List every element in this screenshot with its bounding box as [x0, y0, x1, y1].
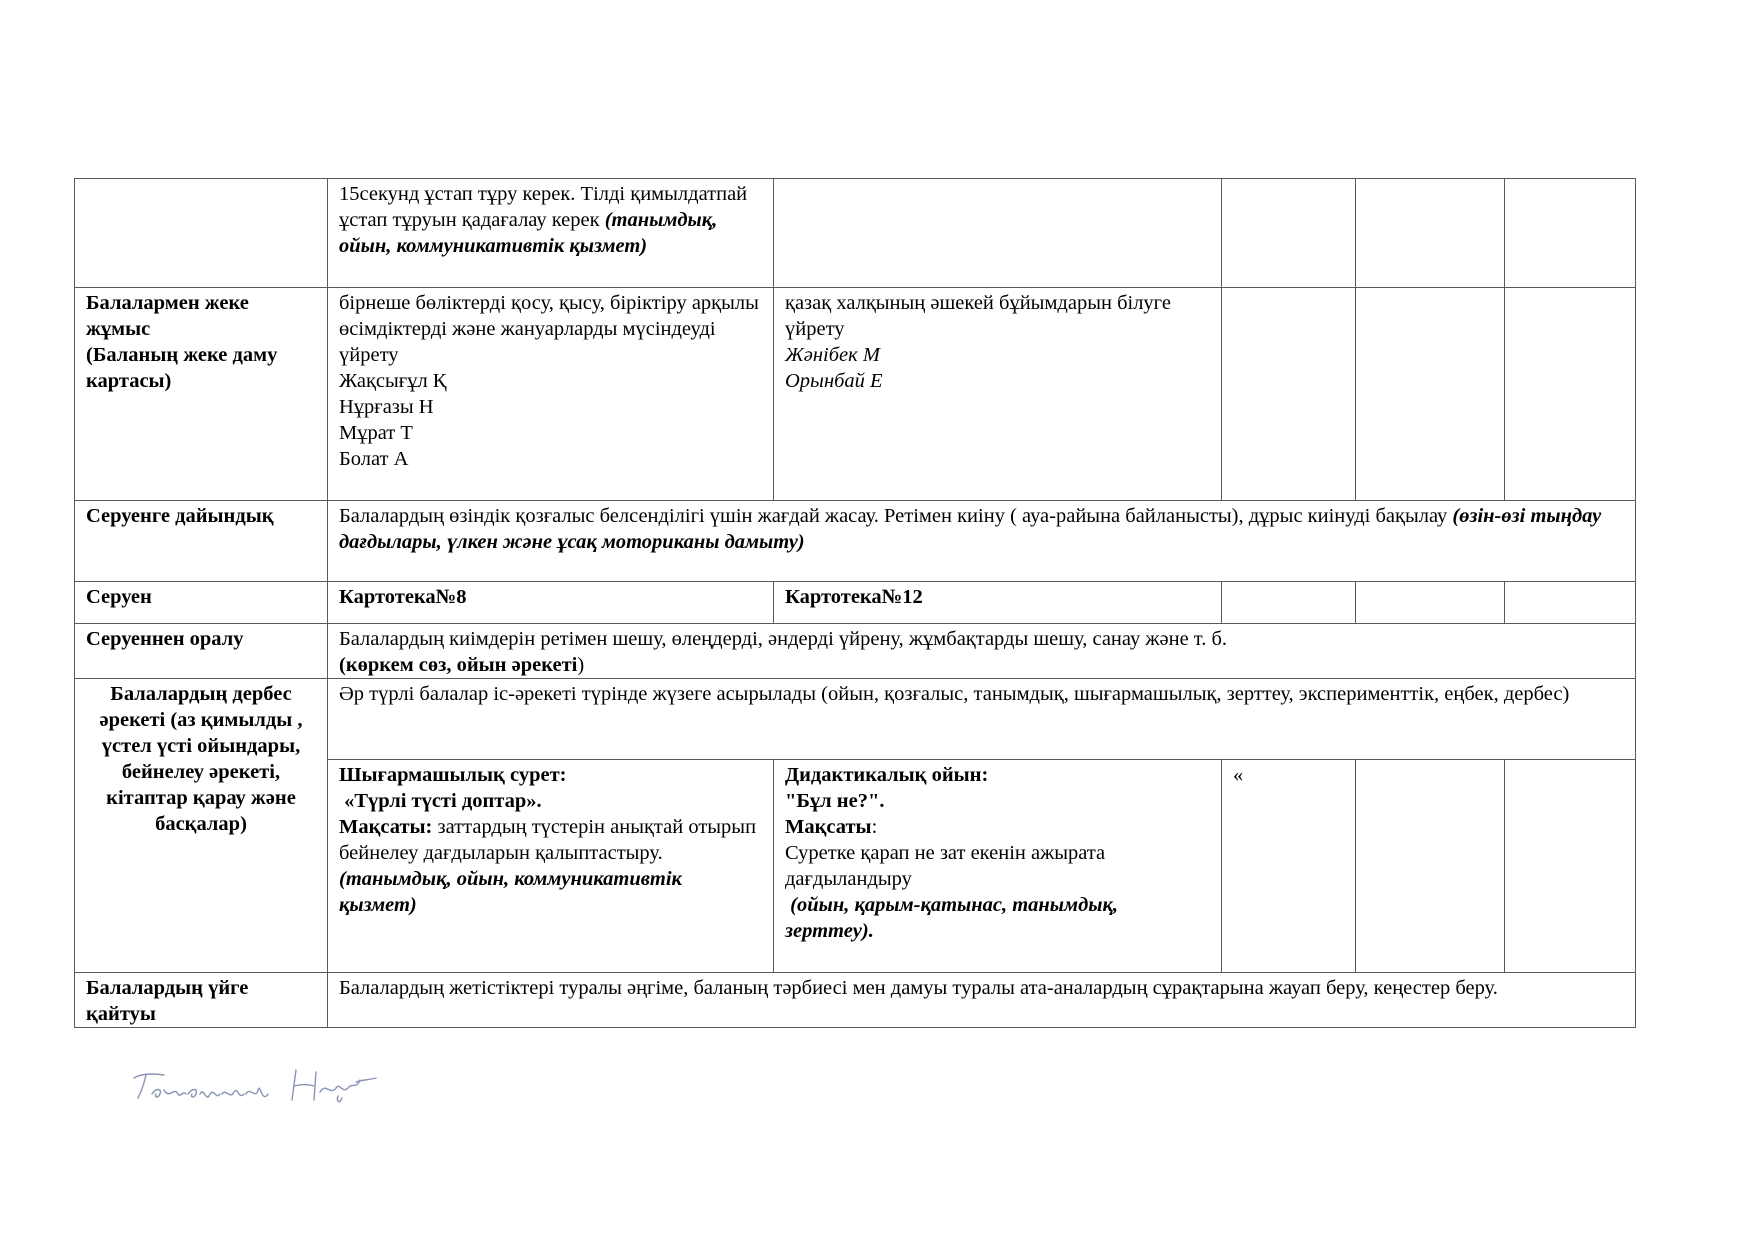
- row-label-walk: Серуен: [75, 582, 328, 624]
- walk-return-tag-close: ): [577, 654, 585, 676]
- table-row-walk-preparation: [75, 501, 1636, 582]
- individual-task-2: қазақ халқының әшекей бұйымдарын білуге үйрету: [785, 292, 1171, 340]
- signature-stroke: [188, 1090, 196, 1098]
- signature-stroke: [246, 1088, 268, 1096]
- independent-activity-overview: Әр түрлі балалар іс-әрекеті түрінде жүзеге асырылады (ойын, қозғалыс, танымдық, шығармашылық, зерттеу, эксперименттік, еңбек, дербес): [328, 679, 1636, 760]
- going-home-cell: Балалардың жетістіктері туралы әңгіме, баланың тәрбиесі мен дамуы туралы ата-аналардың сұрақтарына жауап беру, кеңестер беру.: [328, 973, 1636, 1028]
- row-label-independent-activity: Балалардың дербес әрекеті (аз қимылды , үстел үсті ойындары, бейнелеу әрекеті, кітаптар қарау және басқалар): [75, 679, 328, 973]
- empty-cell: [1505, 179, 1636, 288]
- walk-card-2: Картотека№12: [774, 582, 1222, 624]
- signature-stroke: [152, 1090, 160, 1098]
- activity-cell-2: [774, 760, 1222, 973]
- empty-cell: [1222, 288, 1356, 501]
- walk-preparation-tag: (өзін-өзі тыңдау дағдылары, үлкен және ұсақ моториканы дамыту): [339, 505, 1602, 553]
- walk-card-1: Картотека№8: [328, 582, 774, 624]
- activity-cell-3: «: [1222, 760, 1356, 973]
- child-name: Нұрғазы Н: [339, 396, 434, 418]
- individual-work-label: Балалармен жеке жұмыс: [86, 292, 249, 340]
- empty-cell: [1505, 760, 1636, 973]
- activity-2-goal: Суретке қарап не зат екенін ажырата дағдыландыру: [785, 842, 1106, 890]
- empty-cell: [1356, 760, 1505, 973]
- row-label-walk-return: Серуеннен оралу: [75, 624, 328, 679]
- activity-1-subtitle: «Түрлі түсті доптар».: [339, 790, 542, 812]
- table-row-individual-work: [75, 288, 1636, 501]
- signature-stroke: [200, 1092, 220, 1097]
- daily-plan-table: [74, 178, 1636, 1028]
- empty-cell: [774, 179, 1222, 288]
- empty-cell: [1222, 179, 1356, 288]
- child-name: Болат А: [339, 448, 409, 470]
- handwritten-signature: [130, 1060, 390, 1120]
- activity-2-subtitle: "Бұл не?".: [785, 790, 885, 812]
- continuation-text: 15секунд ұстап тұру керек. Тілді қимылдатпай ұстап тұруын қадағалау керек: [339, 183, 748, 231]
- individual-work-cell-2: [774, 288, 1222, 501]
- activity-cell-1: [328, 760, 774, 973]
- signature-stroke: [320, 1080, 360, 1092]
- empty-cell: [1356, 179, 1505, 288]
- signature-stroke: [138, 1075, 146, 1098]
- table-row-independent-activity: [75, 679, 1636, 760]
- row-label-individual-work: [75, 288, 328, 501]
- empty-cell: [1222, 582, 1356, 624]
- signature-stroke: [222, 1090, 244, 1095]
- child-name: Жақсығұл Қ: [339, 370, 447, 392]
- activity-1-title: Шығармашылық сурет:: [339, 764, 567, 786]
- empty-cell: [1356, 288, 1505, 501]
- table-row-walk: [75, 582, 1636, 624]
- table-row-going-home: [75, 973, 1636, 1028]
- continuation-tag: (танымдық, ойын, коммуникативтік қызмет): [339, 209, 718, 257]
- walk-preparation-cell: [328, 501, 1636, 582]
- activity-1-tag: (танымдық, ойын, коммуникативтік қызмет): [339, 868, 682, 916]
- walk-return-tag: (көркем сөз, ойын әрекеті: [339, 654, 578, 676]
- individual-task-1: бірнеше бөліктерді қосу, қысу, біріктіру арқылы өсімдіктерді және жануарларды мүсіндеуді үйрету: [339, 292, 759, 366]
- walk-return-text: Балалардың киімдерін ретімен шешу, өлеңдерді, әндерді үйрену, жұмбақтарды шешу, санау және т. б.: [339, 628, 1228, 650]
- child-name: Жәнібек М: [785, 344, 880, 366]
- activity-2-tag: (ойын, қарым-қатынас, танымдық, зерттеу).: [785, 894, 1124, 942]
- signature-stroke: [314, 1072, 316, 1100]
- activity-2-title: Дидактикалық ойын:: [785, 764, 989, 786]
- walk-return-cell: [328, 624, 1636, 679]
- activity-2-goal-colon: :: [871, 816, 878, 838]
- signature-stroke: [294, 1085, 314, 1087]
- row-label-going-home: Балалардың үйге қайтуы: [75, 973, 328, 1028]
- empty-cell: [1505, 288, 1636, 501]
- child-name: Мұрат Т: [339, 422, 413, 444]
- activity-2-goal-label: Мақсаты: [785, 816, 872, 838]
- signature-stroke: [337, 1096, 342, 1102]
- signature-stroke: [164, 1090, 186, 1095]
- activity-1-goal: заттардың түстерін анықтай отырып бейнелеу дағдыларын қалыптастыру.: [339, 816, 757, 864]
- empty-cell: [1505, 582, 1636, 624]
- empty-cell: [1356, 582, 1505, 624]
- row-label-empty: [75, 179, 328, 288]
- walk-preparation-text: Балалардың өзіндік қозғалыс белсенділігі үшін жағдай жасау. Ретімен киіну ( ауа-райына байланысты), дұрыс киінуді бақылау: [339, 505, 1453, 527]
- row-label-walk-preparation: Серуенге дайындық: [75, 501, 328, 582]
- continuation-cell: [328, 179, 774, 288]
- signature-stroke: [356, 1078, 376, 1082]
- table-row-continuation: [75, 179, 1636, 288]
- child-name: Орынбай Е: [785, 370, 883, 392]
- development-map-label: (Баланың жеке даму картасы): [86, 344, 278, 392]
- signature-stroke: [134, 1074, 164, 1078]
- table-row-walk-return: [75, 624, 1636, 679]
- individual-work-cell-1: [328, 288, 774, 501]
- activity-1-goal-label: Мақсаты:: [339, 816, 438, 838]
